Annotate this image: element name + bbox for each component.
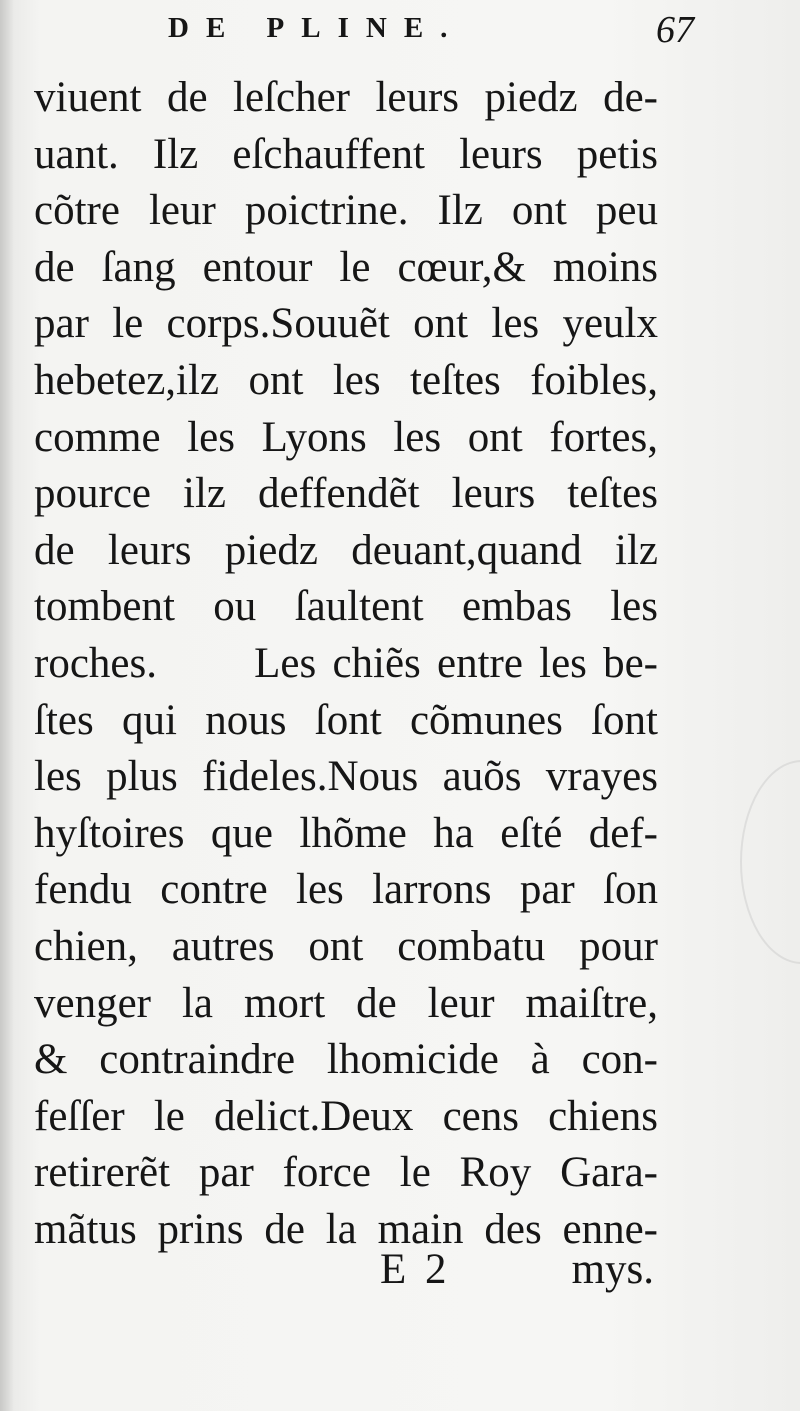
text-line: comme les Lyons les ont fortes, <box>34 413 658 461</box>
text-line: viuent de leſcher leurs piedz de- <box>34 74 658 121</box>
text-line: uant. Ilz eſchauffent leurs petis <box>34 130 658 178</box>
text-line: chien, autres ont combatu pour <box>34 922 658 970</box>
text-line: retirerẽt par force le Roy Gara- <box>34 1149 658 1197</box>
body-text <box>34 70 658 1258</box>
text-line: tombent ou ſaultent embas les <box>34 583 658 631</box>
text-line: venger la mort de leur maiſtre, <box>34 979 658 1027</box>
text-line: pource ilz deffendẽt leurs teſtes <box>34 470 658 518</box>
gutter-shadow <box>0 0 14 1411</box>
text-line: hebetez,ilz ont les teſtes foibles, <box>34 356 658 404</box>
running-head: DE PLINE. <box>168 12 465 44</box>
text-line: les plus fideles.Nous auõs vrayes <box>34 753 658 801</box>
text-line: ſtes qui nous ſont cõmunes ſont <box>34 696 658 744</box>
signature-mark: E 2 <box>380 1246 451 1293</box>
text-line: de ſang entour le cœur,& moins <box>34 243 658 291</box>
text-line: cõtre leur poictrine. Ilz ont peu <box>34 187 658 235</box>
text-line: mãtus prins de la main des enne- <box>34 1205 658 1253</box>
text-line: roches. Les chiẽs entre les be- <box>34 639 658 687</box>
text-line: par le corps.Souuẽt ont les yeulx <box>34 300 658 348</box>
text-line: de leurs piedz deuant,quand ilz <box>34 526 658 574</box>
text-line: fendu contre les larrons par ſon <box>34 866 658 914</box>
page-number: 67 <box>656 9 694 51</box>
text-line: hyſtoires que lhõme ha eſté def- <box>34 809 658 857</box>
text-line: & contraindre lhomicide à con- <box>34 1036 658 1084</box>
text-line: feſſer le delict.Deux cens chiens <box>34 1092 658 1140</box>
bleed-through-mark <box>740 760 800 964</box>
page-footer <box>34 1242 658 1298</box>
catchword: mys. <box>571 1246 654 1293</box>
